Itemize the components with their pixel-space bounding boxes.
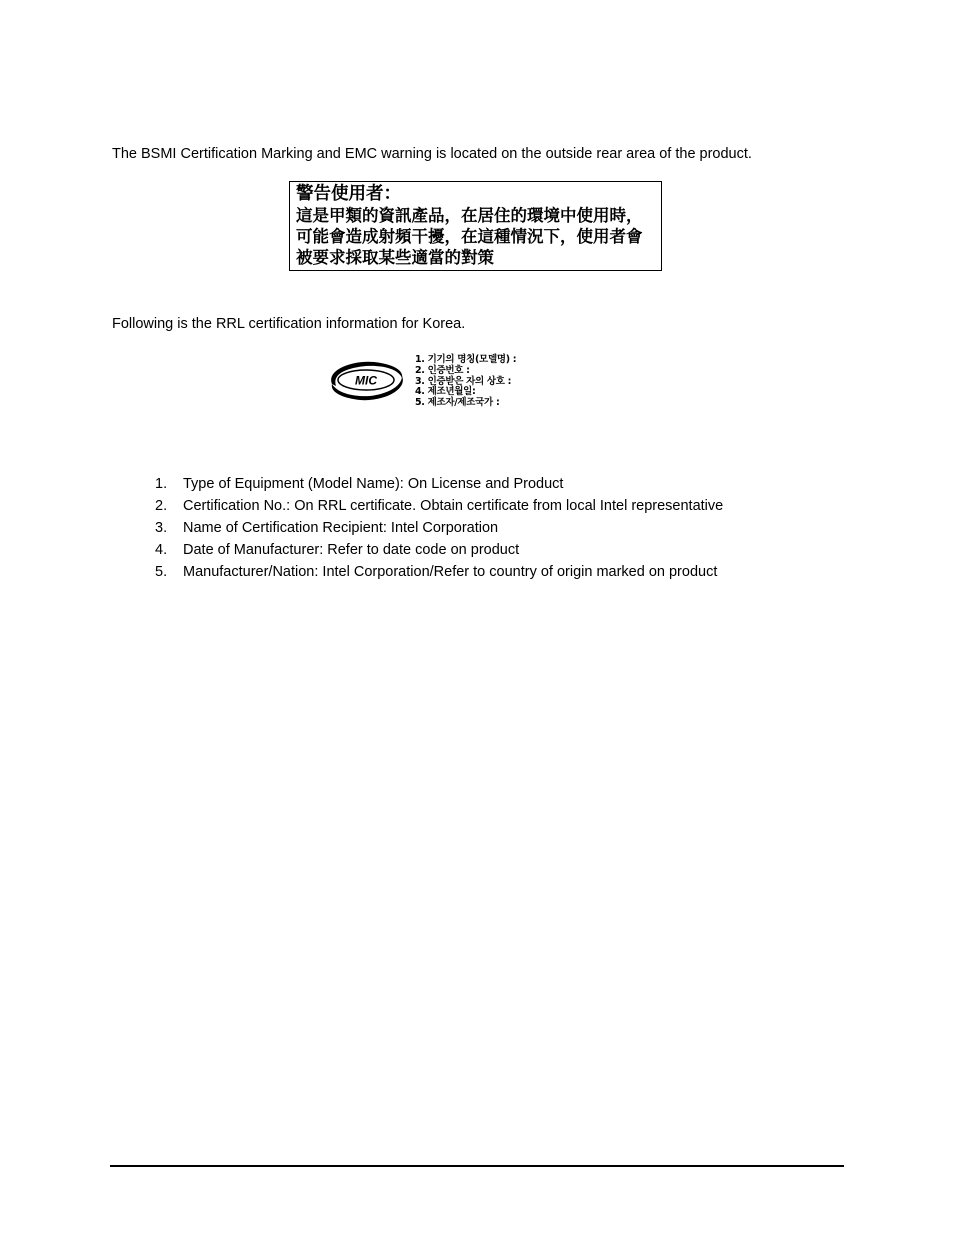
mic-label-line-4: 4. 제조년월일: bbox=[415, 386, 476, 398]
list-item bbox=[155, 496, 723, 518]
bsmi-warning-line-3: 被要求採取某些適當的對策 bbox=[296, 248, 494, 267]
list-item-number: 2. bbox=[155, 498, 168, 514]
list-item bbox=[155, 474, 723, 496]
list-item-number: 1. bbox=[155, 476, 168, 492]
list-item bbox=[155, 540, 723, 562]
rrl-intro-text: Following is the RRL certification information for Korea. bbox=[112, 316, 466, 332]
mic-label-line-1: 1. 기기의 명칭(모델명) : bbox=[415, 354, 517, 365]
list-item-number: 3. bbox=[155, 520, 168, 536]
bsmi-warning-line-2: 可能會造成射頻干擾，在這種情況下，使用者會 bbox=[296, 227, 643, 246]
mic-logo-text: MIC bbox=[355, 373, 377, 388]
bsmi-warning-title: 警告使用者： bbox=[296, 184, 401, 204]
mic-logo-icon bbox=[322, 356, 412, 404]
list-item-text: Certification No.: On RRL certificate. Obtain certificate from local Intel representative bbox=[183, 498, 724, 514]
mic-label-line-2: 2. 인증번호 : bbox=[415, 364, 470, 376]
bsmi-warning-box bbox=[289, 181, 662, 271]
list-item-number: 5. bbox=[155, 564, 168, 580]
mic-label-list bbox=[415, 355, 516, 409]
footer-divider bbox=[110, 1165, 844, 1167]
list-item-text: Date of Manufacturer: Refer to date code on product bbox=[183, 542, 520, 558]
list-item-text: Manufacturer/Nation: Intel Corporation/Refer to country of origin marked on product bbox=[183, 564, 718, 580]
certification-list bbox=[155, 474, 723, 584]
bsmi-warning-line-1: 這是甲類的資訊產品，在居住的環境中使用時， bbox=[296, 206, 643, 225]
list-item bbox=[155, 562, 723, 584]
list-item-number: 4. bbox=[155, 542, 168, 558]
bsmi-intro-text: The BSMI Certification Marking and EMC warning is located on the outside rear area of the product. bbox=[112, 146, 752, 162]
mic-label-line-5: 5. 제조자/제조국가 : bbox=[415, 397, 500, 409]
mic-label-line-3: 3. 인증받은 자의 상호 : bbox=[415, 375, 512, 387]
list-item-text: Type of Equipment (Model Name): On License and Product bbox=[183, 476, 564, 492]
list-item-text: Name of Certification Recipient: Intel Corporation bbox=[183, 520, 499, 536]
list-item bbox=[155, 518, 723, 540]
